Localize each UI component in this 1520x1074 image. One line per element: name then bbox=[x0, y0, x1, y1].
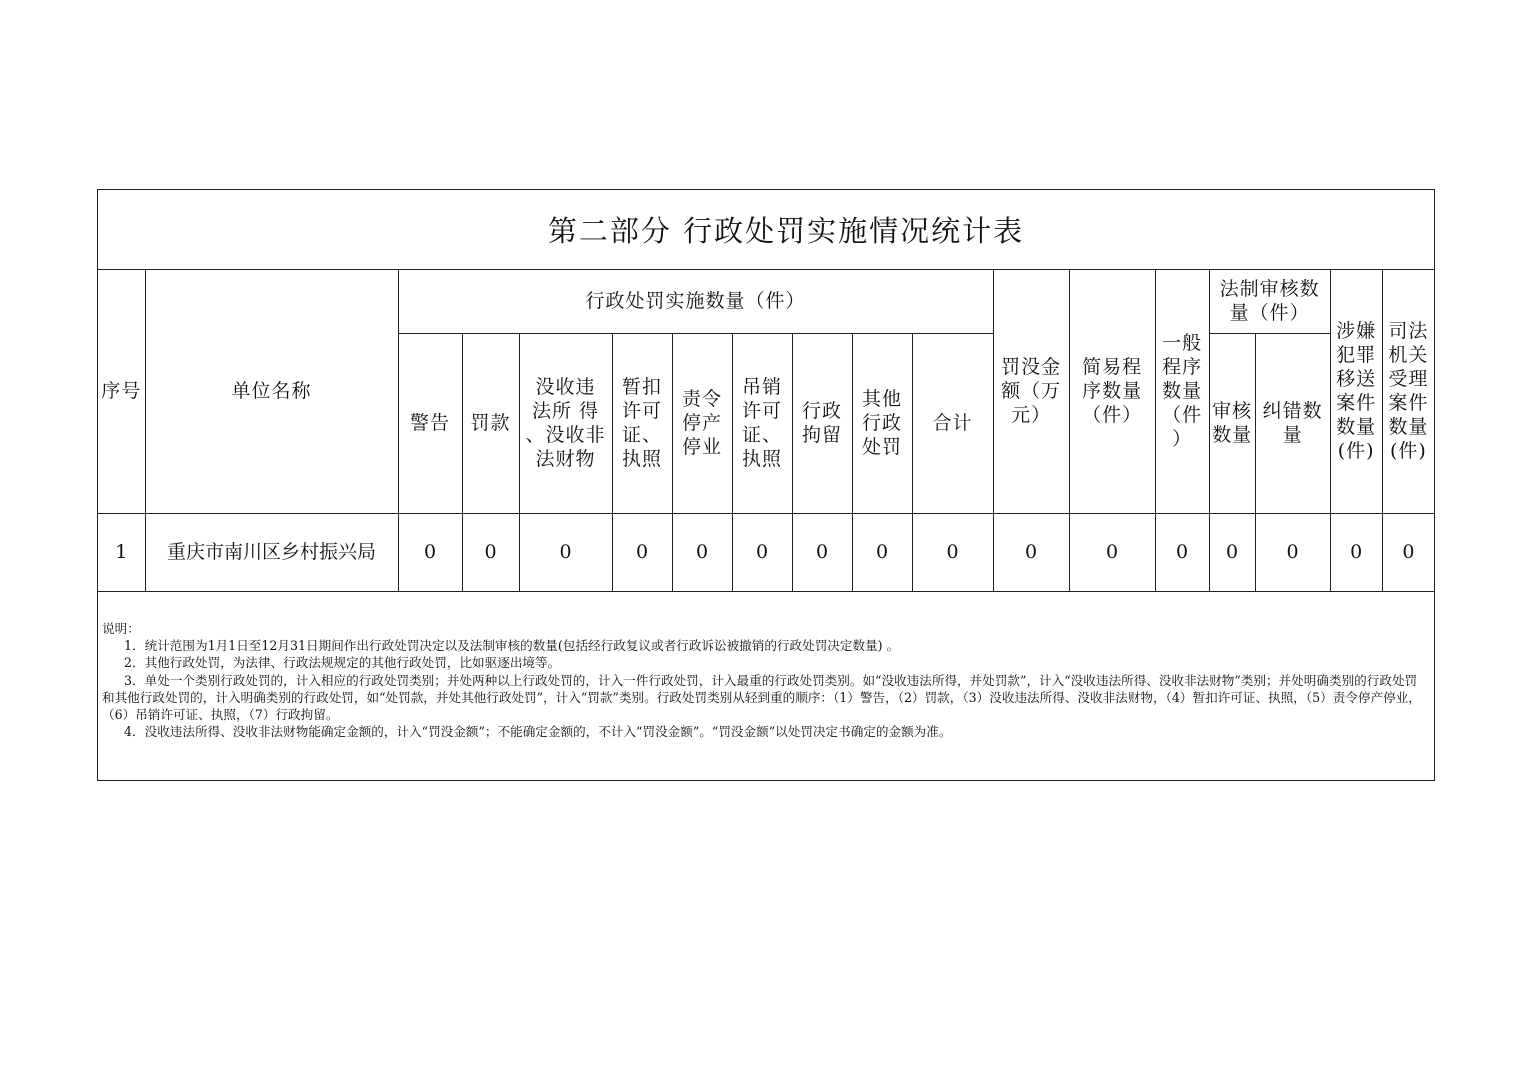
header-simple-procedure: 简易程 序数量 （件） bbox=[1069, 269, 1155, 513]
header-review-count: 审核 数量 bbox=[1209, 333, 1255, 513]
header-total: 合计 bbox=[912, 333, 993, 513]
header-crime-transfer: 涉嫌 犯罪 移送 案件 数量 (件) bbox=[1330, 269, 1382, 513]
header-revoke: 吊销 许可 证、 执照 bbox=[732, 333, 792, 513]
header-row-1 bbox=[98, 269, 1434, 333]
header-other: 其他 行政 处罚 bbox=[852, 333, 912, 513]
cell-total: 0 bbox=[912, 513, 993, 591]
note-3: 3．单处一个类别行政处罚的，计入相应的行政处罚类别；并处两种以上行政处罚的，计入一件行政处罚，计入最重的行政处罚类别。如“没收违法所得，并处罚款”，计入“没收违法所得、没收非法财物”类别；并处明确类别的行政处罚和其他行政处罚的，计入明确类别的行政处罚，如“处罚款，并处其他行政处罚”，计入“罚款”类别。行政处罚类别从轻到重的顺序：（1）警告，（2）罚款，（3）没收违法所得、没收非法财物，（4）暂扣许可证、执照，（5）责令停产停业，（6）吊销许可证、执照，（7）行政拘留。 bbox=[102, 672, 1421, 723]
cell-warning: 0 bbox=[398, 513, 462, 591]
cell-detention: 0 bbox=[792, 513, 852, 591]
cell-general-procedure: 0 bbox=[1155, 513, 1209, 591]
header-confiscate: 没收违 法所 得 、没收非 法财物 bbox=[519, 333, 612, 513]
cell-fine: 0 bbox=[462, 513, 519, 591]
statistics-sheet bbox=[97, 189, 1435, 781]
statistics-table bbox=[98, 269, 1434, 592]
header-detention: 行政 拘留 bbox=[792, 333, 852, 513]
cell-revoke: 0 bbox=[732, 513, 792, 591]
header-warning: 警告 bbox=[398, 333, 462, 513]
cell-unit: 重庆市南川区乡村振兴局 bbox=[145, 513, 398, 591]
cell-confiscate: 0 bbox=[519, 513, 612, 591]
header-seq: 序号 bbox=[98, 269, 145, 513]
title-row bbox=[98, 190, 1434, 270]
cell-correction-count: 0 bbox=[1255, 513, 1330, 591]
header-general-procedure: 一般 程序 数量 （件 ） bbox=[1155, 269, 1209, 513]
note-4: 4．没收违法所得、没收非法财物能确定金额的，计入“罚没金额”；不能确定金额的，不计入“罚没金额”。“罚没金额”以处罚决定书确定的金额为准。 bbox=[124, 724, 952, 740]
note-1: 1．统计范围为1月1日至12月31日期间作出行政处罚决定以及法制审核的数量(包括经行政复议或者行政诉讼被撤销的行政处罚决定数量) 。 bbox=[124, 638, 900, 654]
cell-seq: 1 bbox=[98, 513, 145, 591]
header-fine: 罚款 bbox=[462, 333, 519, 513]
header-group-review: 法制审核数 量（件） bbox=[1209, 269, 1330, 333]
cell-fine-amount: 0 bbox=[993, 513, 1069, 591]
header-unit: 单位名称 bbox=[145, 269, 398, 513]
page-title: 第二部分 行政处罚实施情况统计表 bbox=[547, 214, 1025, 248]
cell-review-count: 0 bbox=[1209, 513, 1255, 591]
cell-suspend: 0 bbox=[612, 513, 672, 591]
cell-simple-procedure: 0 bbox=[1069, 513, 1155, 591]
cell-judicial-accept: 0 bbox=[1382, 513, 1434, 591]
notes-heading: 说明： bbox=[102, 621, 140, 636]
cell-crime-transfer: 0 bbox=[1330, 513, 1382, 591]
header-judicial-accept: 司法 机关 受理 案件 数量 (件) bbox=[1382, 269, 1434, 513]
header-group-enforcement: 行政处罚实施数量（件） bbox=[398, 269, 993, 333]
header-correction-count: 纠错数 量 bbox=[1255, 333, 1330, 513]
cell-other: 0 bbox=[852, 513, 912, 591]
header-order-stop: 责令 停产 停业 bbox=[672, 333, 732, 513]
header-fine-amount: 罚没金 额（万 元） bbox=[993, 269, 1069, 513]
note-2: 2．其他行政处罚，为法律、行政法规规定的其他行政处罚，比如驱逐出境等。 bbox=[124, 655, 561, 671]
notes-section bbox=[102, 620, 1428, 740]
header-suspend: 暂扣 许可 证、 执照 bbox=[612, 333, 672, 513]
table-row bbox=[98, 513, 1434, 591]
cell-order-stop: 0 bbox=[672, 513, 732, 591]
